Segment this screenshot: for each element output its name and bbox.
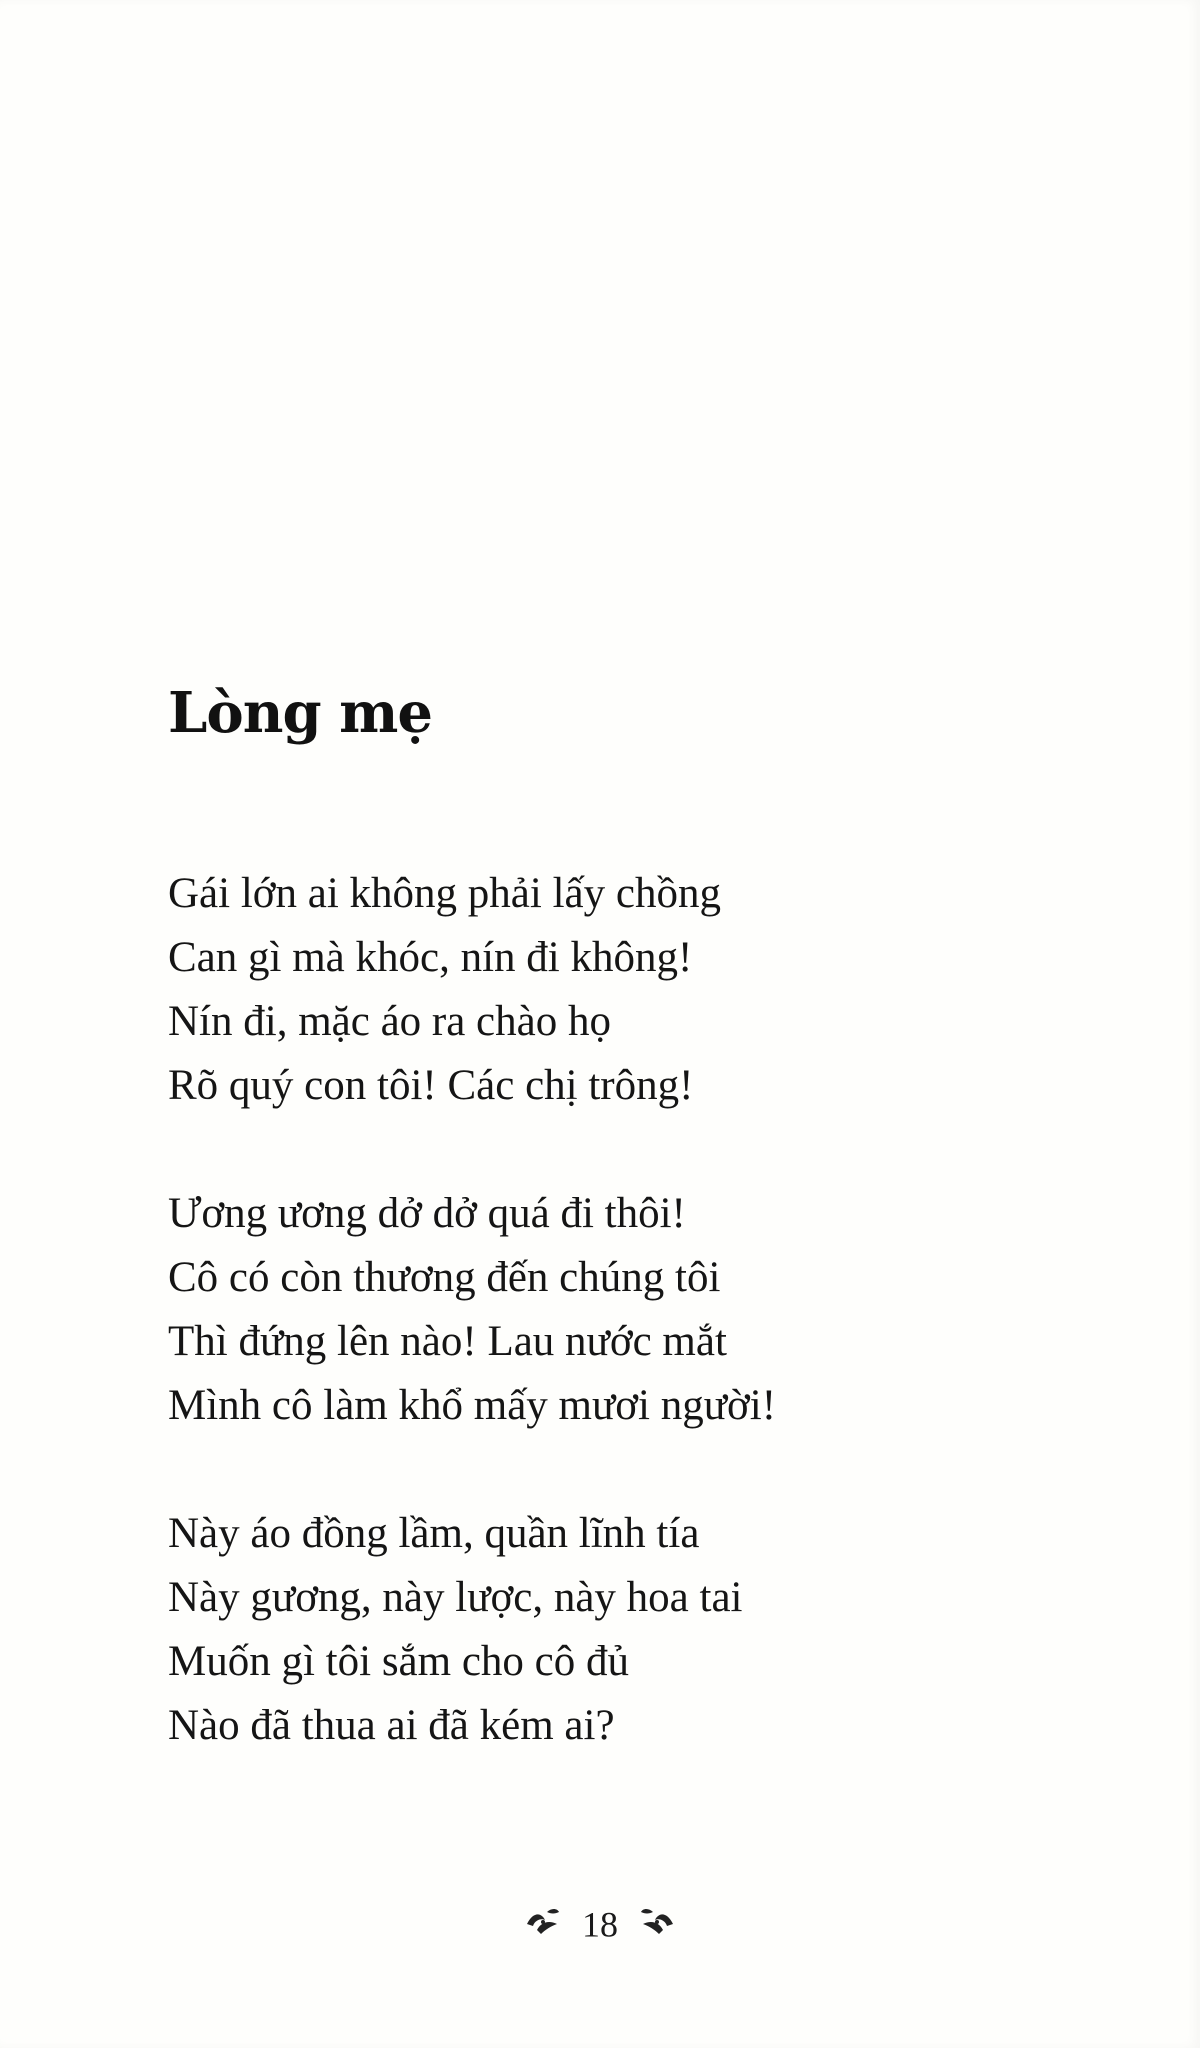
stanza-3 xyxy=(168,1502,1068,1758)
floral-ornament-icon xyxy=(637,1904,677,1945)
poem-line: Ương ương dở dở quá đi thôi! xyxy=(168,1190,686,1237)
poem-line: Nào đã thua ai đã kém ai? xyxy=(168,1702,615,1749)
poem-line: Gái lớn ai không phải lấy chồng xyxy=(168,870,721,917)
poem-line: Can gì mà khóc, nín đi không! xyxy=(168,934,693,981)
floral-ornament-icon xyxy=(523,1904,563,1945)
page-number: 18 xyxy=(582,1904,618,1945)
poem-line: Mình cô làm khổ mấy mươi người! xyxy=(168,1382,777,1429)
poem-line: Muốn gì tôi sắm cho cô đủ xyxy=(168,1638,630,1685)
poem-body xyxy=(168,862,1068,1822)
poem-line: Này áo đồng lầm, quần lĩnh tía xyxy=(168,1510,700,1557)
stanza-2 xyxy=(168,1182,1068,1438)
poem-line: Thì đứng lên nào! Lau nước mắt xyxy=(168,1318,727,1365)
page-footer xyxy=(0,1900,1200,1946)
poem-line: Nín đi, mặc áo ra chào họ xyxy=(168,998,611,1045)
poem-line: Cô có còn thương đến chúng tôi xyxy=(168,1254,721,1301)
poem-line: Rõ quý con tôi! Các chị trông! xyxy=(168,1062,694,1109)
stanza-1 xyxy=(168,862,1068,1118)
poem-title: Lòng mẹ xyxy=(168,680,432,746)
poem-line: Này gương, này lược, này hoa tai xyxy=(168,1574,743,1621)
